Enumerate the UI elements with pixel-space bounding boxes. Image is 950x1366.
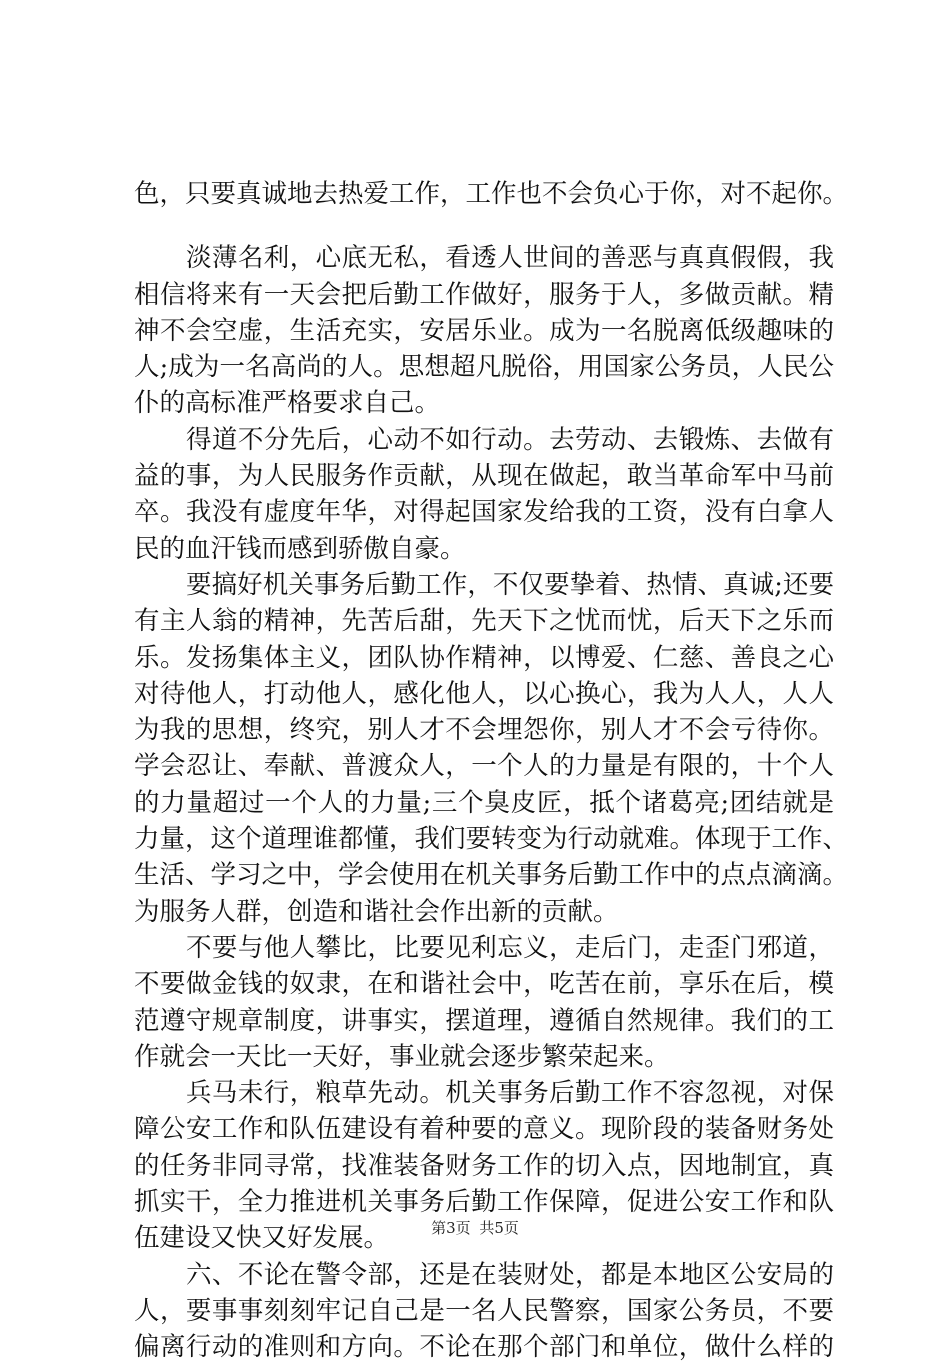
text-line: 相信将来有一天会把后勤工作做好，服务于人，多做贡献。精 xyxy=(134,279,834,310)
text-line: 对待他人，打动他人，感化他人，以心换心，我为人人，人人 xyxy=(134,678,834,709)
text-line: 为服务人群，创造和谐社会作出新的贡献。 xyxy=(134,896,619,927)
paragraph-gap xyxy=(134,212,834,240)
text-line: 乐。发扬集体主义，团队协作精神，以博爱、仁慈、善良之心 xyxy=(134,642,834,673)
text-line: 仆的高标准严格要求自己。 xyxy=(134,388,441,419)
text-line: 益的事，为人民服务作贡献，从现在做起，敢当革命军中马前 xyxy=(134,461,834,492)
paragraph-first-line: 不要与他人攀比，比要见利忘义，走后门，走歪门邪道， xyxy=(186,932,834,963)
text-line: 有主人翁的精神，先苦后甜，先天下之忧而忧，后天下之乐而 xyxy=(134,606,834,637)
text-line: 人;成为一名高尚的人。思想超凡脱俗，用国家公务员，人民公 xyxy=(134,352,834,383)
page-footer xyxy=(0,1217,950,1238)
text-line: 民的血汗钱而感到骄傲自豪。 xyxy=(134,533,466,564)
paragraph-first-line: 得道不分先后，心动不如行动。去劳动、去锻炼、去做有 xyxy=(186,424,834,455)
text-line: 作就会一天比一天好，事业就会逐步繁荣起来。 xyxy=(134,1041,670,1072)
text-line: 力量，这个道理谁都懂，我们要转变为行动就难。体现于工作、 xyxy=(134,824,849,855)
text-line: 偏离行动的准则和方向。不论在那个部门和单位，做什么样的 xyxy=(134,1332,834,1363)
main-paragraphs xyxy=(134,240,849,1365)
text-line: 范遵守规章制度，讲事实，摆道理，遵循自然规律。我们的工 xyxy=(134,1005,834,1036)
text-line: 生活、学习之中，学会使用在机关事务后勤工作中的点点滴滴。 xyxy=(134,860,849,891)
text-line: 抓实干，全力推进机关事务后勤工作保障，促进公安工作和队 xyxy=(134,1187,834,1218)
text-line: 障公安工作和队伍建设有着种要的意义。现阶段的装备财务处 xyxy=(134,1114,834,1145)
top-paragraph-fragment xyxy=(134,176,849,212)
text-line: 不要做金钱的奴隶，在和谐社会中，吃苦在前，享乐在后，模 xyxy=(134,969,834,1000)
text-line: 人，要事事刻刻牢记自己是一名人民警察，国家公务员，不要 xyxy=(134,1295,834,1326)
text-line: 色，只要真诚地去热爱工作，工作也不会负心于你，对不起你。 xyxy=(134,179,849,209)
paragraph-first-line: 六、不论在警令部，还是在装财处，都是本地区公安局的 xyxy=(186,1259,834,1290)
page-number: 第3页 xyxy=(431,1219,471,1237)
text-line: 学会忍让、奉献、普渡众人，一个人的力量是有限的，十个人 xyxy=(134,751,834,782)
text-line: 的力量超过一个人的力量;三个臭皮匠，抵个诸葛亮;团结就是 xyxy=(134,787,834,818)
text-line: 神不会空虚，生活充实，安居乐业。成为一名脱离低级趣味的 xyxy=(134,315,834,346)
paragraph-first-line: 兵马未行，粮草先动。机关事务后勤工作不容忽视，对保 xyxy=(186,1078,834,1109)
text-line: 的任务非同寻常，找准装备财务工作的切入点，因地制宜，真 xyxy=(134,1150,834,1181)
text-line: 卒。我没有虚度年华，对得起国家发给我的工资，没有白拿人 xyxy=(134,497,834,528)
document-body xyxy=(134,176,849,1366)
page-total: 共5页 xyxy=(479,1219,519,1237)
paragraph-first-line: 淡薄名利，心底无私，看透人世间的善恶与真真假假，我 xyxy=(186,243,834,274)
text-line: 为我的思想，终究，别人才不会埋怨你，别人才不会亏待你。 xyxy=(134,715,834,746)
paragraph-first-line: 要搞好机关事务后勤工作，不仅要挚着、热情、真诚;还要 xyxy=(186,569,834,600)
text-line: 伍建设又快又好发展。 xyxy=(134,1223,390,1254)
